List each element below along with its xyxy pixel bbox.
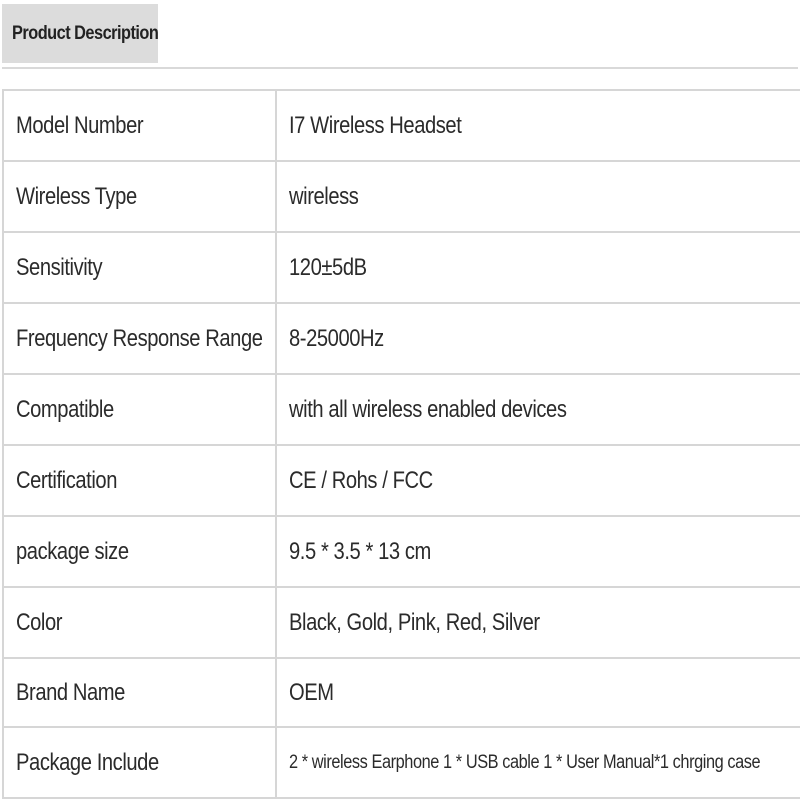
spec-key: Color xyxy=(16,608,63,636)
spec-value: 2 * wireless Earphone 1 * USB cable 1 * User Manual*1 chrging case xyxy=(289,751,761,773)
spec-key-cell xyxy=(3,516,276,587)
table-row xyxy=(3,90,800,161)
spec-value-cell xyxy=(276,658,800,727)
spec-key-cell xyxy=(3,727,276,798)
spec-key-cell xyxy=(3,90,276,161)
spec-key: package size xyxy=(16,537,129,565)
table-row xyxy=(3,232,800,303)
table-row xyxy=(3,445,800,516)
spec-value: I7 Wireless Headset xyxy=(289,111,462,139)
spec-value-cell xyxy=(276,232,800,303)
spec-value: 9.5 * 3.5 * 13 cm xyxy=(289,537,431,565)
table-row xyxy=(3,727,800,798)
spec-value-cell xyxy=(276,374,800,445)
spec-table xyxy=(2,89,800,799)
table-row xyxy=(3,303,800,374)
spec-value-cell xyxy=(276,90,800,161)
spec-value: OEM xyxy=(289,678,334,706)
spec-value-cell xyxy=(276,161,800,232)
spec-value-cell xyxy=(276,445,800,516)
spec-key-cell xyxy=(3,303,276,374)
table-row xyxy=(3,161,800,232)
spec-value: CE / Rohs / FCC xyxy=(289,466,433,494)
spec-value: 8-25000Hz xyxy=(289,324,384,352)
tab-label: Product Description xyxy=(12,22,159,44)
product-description-tab[interactable] xyxy=(2,4,158,63)
spec-key: Frequency Response Range xyxy=(16,324,263,352)
spec-key: Package Include xyxy=(16,748,159,776)
spec-value-cell xyxy=(276,587,800,658)
spec-value-cell xyxy=(276,516,800,587)
spec-key-cell xyxy=(3,445,276,516)
spec-key-cell xyxy=(3,161,276,232)
spec-key: Brand Name xyxy=(16,678,125,706)
spec-value-cell xyxy=(276,727,800,798)
spec-key-cell xyxy=(3,232,276,303)
spec-value: 120±5dB xyxy=(289,253,367,281)
spec-key-cell xyxy=(3,658,276,727)
tab-divider xyxy=(2,67,798,69)
spec-key: Model Number xyxy=(16,111,144,139)
spec-key: Wireless Type xyxy=(16,182,137,210)
table-row xyxy=(3,516,800,587)
table-row xyxy=(3,658,800,727)
spec-key-cell xyxy=(3,587,276,658)
spec-value: with all wireless enabled devices xyxy=(289,395,567,423)
spec-key: Sensitivity xyxy=(16,253,103,281)
spec-value: Black, Gold, Pink, Red, Silver xyxy=(289,608,540,636)
table-row xyxy=(3,587,800,658)
spec-key-cell xyxy=(3,374,276,445)
spec-value-cell xyxy=(276,303,800,374)
spec-value: wireless xyxy=(289,182,359,210)
spec-key: Compatible xyxy=(16,395,114,423)
spec-key: Certification xyxy=(16,466,117,494)
table-row xyxy=(3,374,800,445)
